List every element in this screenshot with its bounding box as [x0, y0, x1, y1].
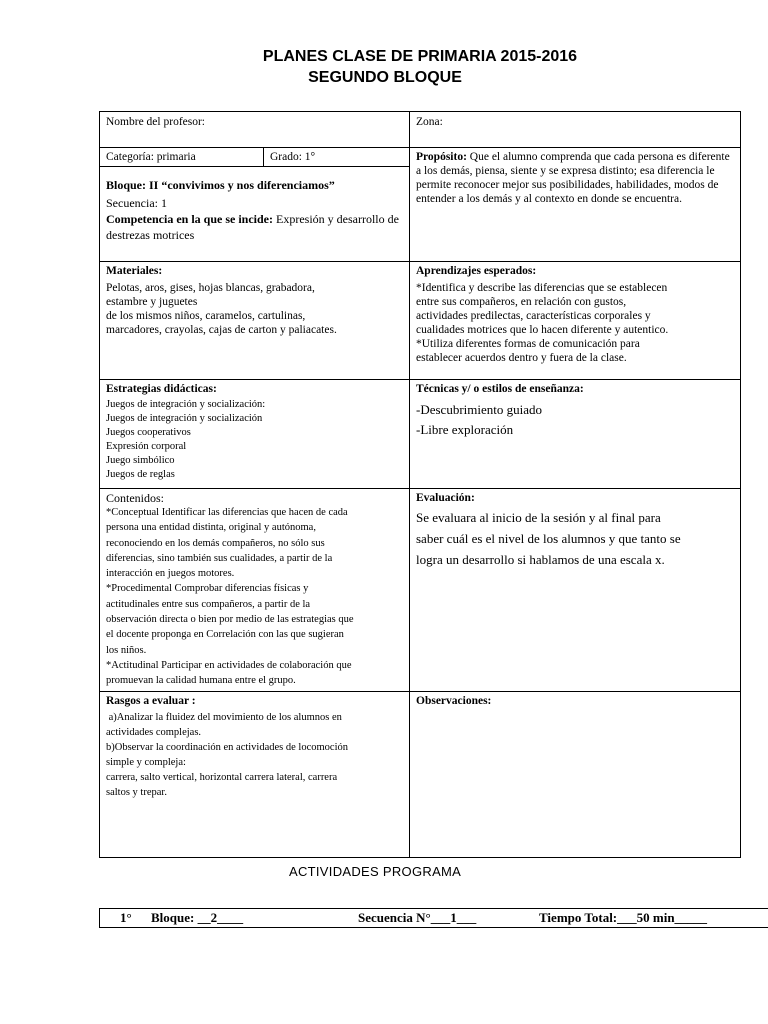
estrategia-item: Juegos de reglas [106, 469, 175, 480]
aprendizajes-line: cualidades motrices que lo hacen diferente y autentico. [416, 324, 669, 336]
lesson-plan-table [99, 111, 741, 858]
table-row [100, 148, 741, 167]
estrategia-item: Expresión corporal [106, 441, 187, 452]
contenidos-line: *Actitudinal Participar en actividades de colaboración que [106, 659, 352, 671]
competencia-label: Competencia en la que se incide: [106, 212, 273, 226]
observaciones-cell [410, 691, 741, 857]
evaluacion-line: logra un desarrollo si hablamos de una escala x. [416, 552, 665, 567]
grado-cell [264, 148, 410, 167]
estrategia-item: Juegos cooperativos [106, 427, 191, 438]
document-subtitle: SEGUNDO BLOQUE [308, 69, 462, 86]
profesor-label: Nombre del profesor: [106, 116, 205, 128]
document-title: PLANES CLASE DE PRIMARIA 2015-2016 [262, 48, 578, 65]
contenidos-label: Contenidos: [106, 491, 165, 505]
rasgos-line: carrera, salto vertical, horizontal carrera lateral, carrera [106, 771, 338, 783]
aprendizajes-line: actividades predilectas, características corporales y [416, 310, 651, 322]
contenidos-line: el docente proponga en Correlación con las que sugieran [106, 629, 344, 641]
evaluacion-line: saber cuál es el nivel de los alumnos y que tanto se [416, 531, 681, 546]
contenidos-line: observación directa o bien por medio de las estrategias que [106, 614, 354, 626]
evaluacion-label: Evaluación: [416, 492, 475, 504]
proposito-label: Propósito: [416, 151, 467, 163]
table-row [100, 691, 741, 857]
evaluacion-cell [410, 489, 741, 692]
estrategias-label: Estrategias didácticas: [106, 383, 217, 395]
rasgos-line: saltos y trepar. [106, 786, 167, 798]
aprendizajes-line: establecer acuerdos dentro y fuera de la clase. [416, 352, 627, 364]
contenidos-line: persona una entidad distinta, original y autónoma, [106, 522, 316, 534]
contenidos-line: diferencias, sino también sus cualidades, a partir de la [106, 552, 333, 564]
estrategias-cell [100, 380, 410, 489]
table-row [100, 489, 741, 692]
tecnica-item: -Descubrimiento guiado [416, 402, 542, 417]
rasgos-line: actividades complejas. [106, 726, 202, 738]
actividades-tiempo: Tiempo Total:___50 min_____ [539, 910, 708, 925]
contenidos-line: actitudinales entre sus compañeros, a partir de la [106, 598, 311, 610]
estrategia-item: Juegos de integración y socialización: [106, 399, 266, 410]
aprendizajes-line: entre sus compañeros, en relación con gustos, [416, 296, 627, 308]
categoria-text: Categoría: primaria [106, 151, 196, 163]
rasgos-line: b)Observar la coordinación en actividades de locomoción [106, 741, 348, 753]
zona-label: Zona: [416, 116, 443, 128]
contenidos-line: interacción en juegos motores. [106, 568, 235, 580]
rasgos-label: Rasgos a evaluar : [106, 694, 196, 707]
proposito-cell [410, 148, 741, 262]
observaciones-label: Observaciones: [416, 694, 492, 707]
aprendizajes-line: *Utiliza diferentes formas de comunicación para [416, 338, 640, 350]
actividades-bloque: Bloque: __2____ [151, 910, 244, 925]
estrategia-item: Juego simbólico [106, 455, 175, 466]
actividades-header-row [99, 908, 768, 928]
proposito-text: Que el alumno comprenda que cada persona es diferente a los demás, piensa, siente y se expresa distinto; esa diferencia le permite reconocer mejor sus posibilidades, habilidades, modos de entender a los demás y al contexto en donde se encuentra. [416, 151, 730, 205]
contenidos-line: *Procedimental Comprobar diferencias físicas y [106, 583, 309, 595]
contenidos-line: reconociendo en los demás compañeros, no sólo sus [106, 537, 325, 549]
profesor-cell [100, 112, 410, 148]
rasgos-line: a)Analizar la fluidez del movimiento de los alumnos en [106, 711, 342, 723]
materiales-line: marcadores, crayolas, cajas de carton y paliacates. [106, 324, 337, 336]
evaluacion-line: Se evaluara al inicio de la sesión y al final para [416, 510, 661, 525]
zona-cell [410, 112, 741, 148]
categoria-cell [100, 148, 264, 167]
contenidos-line: promuevan la calidad humana entre el grupo. [106, 675, 296, 687]
aprendizajes-line: *Identifica y describe las diferencias que se establecen [416, 282, 668, 294]
bloque-text: Bloque: II “convivimos y nos diferenciamos” [106, 178, 335, 192]
aprendizajes-label: Aprendizajes esperados: [416, 265, 537, 277]
table-row [100, 262, 741, 380]
materiales-cell [100, 262, 410, 380]
materiales-line: de los mismos niños, caramelos, cartulinas, [106, 310, 306, 322]
rasgos-line: simple y compleja: [106, 756, 186, 768]
materiales-line: estambre y juguetes [106, 296, 198, 308]
grado-text: Grado: 1° [270, 151, 316, 163]
actividades-secuencia: Secuencia N°___1___ [358, 910, 477, 925]
contenidos-line: los niños. [106, 644, 147, 656]
tecnicas-label: Técnicas y/ o estilos de enseñanza: [416, 383, 584, 395]
competencia-text: Expresión y desarrollo de destrezas motrices [106, 212, 399, 242]
rasgos-cell [100, 691, 410, 857]
materiales-label: Materiales: [106, 265, 163, 277]
table-row [100, 112, 741, 148]
contenidos-cell [100, 489, 410, 692]
secuencia-text: Secuencia: 1 [106, 196, 167, 210]
table-row [100, 380, 741, 489]
actividades-grado: 1° [120, 910, 132, 925]
contenidos-line: *Conceptual Identificar las diferencias que hacen de cada [106, 507, 348, 518]
aprendizajes-cell [410, 262, 741, 380]
bloque-cell [100, 167, 410, 262]
tecnica-item: -Libre exploración [416, 422, 514, 437]
materiales-line: Pelotas, aros, gises, hojas blancas, grabadora, [106, 282, 315, 294]
tecnicas-cell [410, 380, 741, 489]
estrategia-item: Juegos de integración y socialización [106, 413, 263, 424]
actividades-title: ACTIVIDADES PROGRAMA [289, 864, 462, 879]
